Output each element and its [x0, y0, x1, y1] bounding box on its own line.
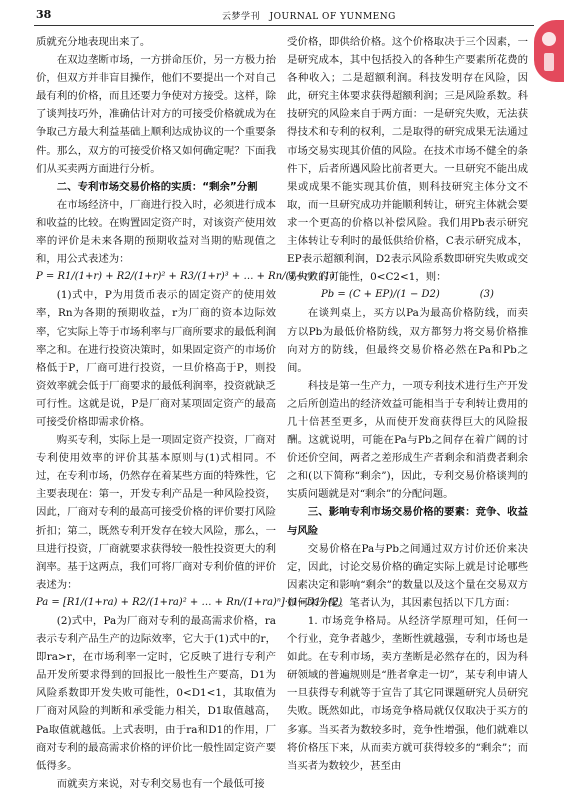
section-heading: 二、专利市场交易价格的实质：“剩余”分割 — [56, 180, 258, 193]
right-column — [287, 33, 528, 775]
paragraph: 在市场经济中，厂商进行投入时，必须进行成本和收益的比较。在购置固定资产时，对该资产使用效率的评价是未来各期的预期收益对当期的贴现值之和，用公式表述为： — [36, 198, 276, 266]
paragraph: 1. 市场竞争格局。从经济学原理可知，任何一个行业，竞争者越少，垄断性就越强，专利市场也是如此。在专利市场，卖方垄断是必然存在的，因为科研领域的普遍规则是“胜者拿走一切”，某专利申请人一旦获得专利就等于宣告了其它同课题研究人员研究失败。既然如此，市场竞争格局就仅仅取决于买方的多寡。当买者为数较多时，竞争性增强，他们就难以将价格压下来，从而卖方就可获得较多的“剩余”；而当买者为数较少，甚至由 — [287, 615, 528, 772]
paragraph: 受价格，即供给价格。这个价格取决于三个因素，一是研究成本，其中包括投入的各种生产要素所花费的各种收入；二是超额利润。科技发明存在风险，因此，研究主体要求获得超额利润；三是风险系数。科技研究的风险来自于两方面：一是研究失败，无法获得技术和专利的权利，二是取得的研究成果无法通过市场交易实现其价值的风险。在技术市场不健全的条件下，后者所遇风险比前者更大。一旦研究不能出成果或成果不能实现其价值，则科技研究主体分文不取，而一旦研究成功并能顺利转让，研究主体就会要求一个更高的价格以补偿风险。我们用Pb表示研究主体转让专利时的最低供给价格，C表示研究成本，EP表示超额利润，D2表示风险系数即研究失败或交易失败的可能性，0<C2<1，则： — [287, 36, 528, 284]
page-header — [0, 0, 564, 28]
paragraph: 质就充分地表现出来了。 — [36, 36, 151, 48]
page-number: 38 — [36, 8, 52, 21]
paragraph: 交易价格在Pa与Pb之间通过双方讨价还价来决定，因此，讨论交易价格的确定实际上就是讨论哪些因素决定和影响“剩余”的数量以及这个量在交易双方如何来分配。笔者认为，其因素包括以下几方面： — [287, 542, 528, 609]
paragraph: 科技是第一生产力，一项专利技术进行生产开发之后所创造出的经济效益可能相当于专利转让费用的几十倍甚至更多，从而使开发商获得巨大的风险报酬。这就说明，可能在Pa与Pb之间存在着广阔的讨价还价空间，两者之差形成生产者剩余和消费者剩余之和(以下简称“剩余”)，因此，专利交易价格谈判的实质问题就是对“剩余”的分配问题。 — [287, 379, 528, 501]
paragraph: 在谈判桌上，买方以Pa为最高价格防线，而卖方以Pb为最低价格防线，双方都努力将交易价格推向对方的防线，但最终交易价格必然在Pa和Pb之间。 — [287, 307, 528, 374]
bookmark-bar — [544, 53, 554, 71]
paragraph: 在双边垄断市场，一方拼命压价，另一方极力抬价，但双方并非盲目操作，他们不要提出一个对自己最有利的价格，而且还要力争使对方接受。这样，除了谈判技巧外，准确估计对方的可接受价格就成为在争取己方最大利益基础上顺利达成协议的一个重要条件。那么，双方的可接受价格又如何确定呢？下面我们从买卖两方面进行分析。 — [36, 54, 276, 175]
paragraph: 而就卖方来说，对专利交易也有一个最低可接 — [56, 777, 265, 790]
paragraph: (1)式中，P为用货币表示的固定资产的使用效率，Rn为各期的预期收益，r为厂商的资本边际效率，它实际上等于市场利率与厂商所要求的最低利润率之和。在进行投资决策时，如果固定资产的市场价格低于P，厂商可进行投资，一旦价格高于P，则投资效率就会低于厂商要求的最低利润率，投资就缺乏可行性。这就是说，P是厂商对某项固定资产的最高可接受价格即需求价格。 — [36, 289, 276, 428]
bookmark-tab-icon[interactable] — [534, 20, 564, 82]
section-heading: 三、影响专利市场交易价格的要素：竞争、收益与风险 — [287, 506, 528, 537]
left-column — [36, 33, 343, 793]
equation-3: Pb = (C + EP)/(1 − D2) (3) — [321, 289, 494, 301]
equation-2: Pa = [R1/(1+ra) + R2/(1+ra)² + … + Rn/(1+ra)ⁿ]·(1−D1) (2) — [36, 596, 343, 608]
bookmark-dot — [542, 32, 556, 46]
paragraph: (2)式中，Pa为厂商对专利的最高需求价格，ra表示专利产品生产的边际效率，它大于(1)式中的r，即ra>r，在市场利率一定时，它反映了进行专利产品开发所要求得到的回报比一般性生产要高，D1为风险系数即开发失败可能性，0<D1<1，其取值为厂商对风险的判断和承受能力相关，D1取值越高，Pa取值就越低。上式表明，由于ra和D1的作用，厂商对专利的最高需求价格的评价比一般性固定资产要低得多。 — [36, 615, 276, 772]
journal-title: 云梦学刊 JOURNAL OF YUNMENG — [222, 12, 396, 22]
paragraph: 购买专利，实际上是一项固定资产投资，厂商对专利使用效率的评价其基本原则与(1)式相同。不过，在专利市场，仍然存在着某些方面的特殊性，它主要表现在：第一，开发专利产品是一种风险投资，因此，厂商对专利的最高可接受价格的评价要打风险折扣；第二，既然专利开发存在较大风险，那么，一旦进行投资，厂商就要求获得较一般性投资更大的利润率。基于这两点，我们可将厂商对专利价值的评价表述为： — [36, 434, 276, 591]
header-rule — [34, 25, 534, 26]
equation-1: P = R1/(1+r) + R2/(1+r)² + R3/(1+r)³ + … + Rn/(1+r)ⁿ (1) — [36, 271, 335, 283]
